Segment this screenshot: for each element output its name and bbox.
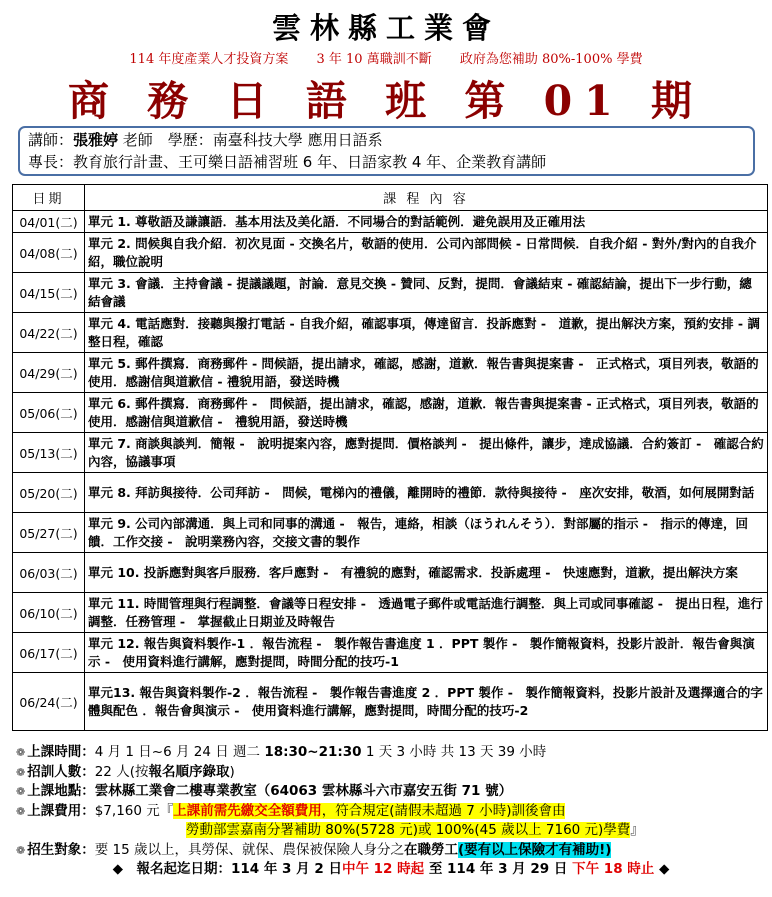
- subtitle-part-3: 政府為您補助 80%-100% 學費: [459, 52, 643, 67]
- course-title: 商 務 日 語 班 第 01 期: [68, 77, 704, 125]
- table-row: [13, 233, 768, 273]
- session-date: 05/13(二): [13, 433, 85, 473]
- org-title: 雲林縣工業會: [271, 11, 500, 45]
- table-row: [13, 433, 768, 473]
- table-row: [13, 393, 768, 433]
- teacher-name: 張雅婷: [73, 131, 119, 149]
- teacher-education: 老師 學歷：南臺科技大學 應用日語系: [118, 131, 383, 149]
- flower-bullet-icon: ❁: [16, 746, 26, 759]
- teacher-line-1: [28, 129, 745, 151]
- subtitle-part-2: 3 年 10 萬職訓不斷: [316, 52, 432, 67]
- program-subtitle: [0, 48, 772, 67]
- session-date: 06/10(二): [13, 593, 85, 633]
- session-date: 05/27(二): [13, 513, 85, 553]
- session-content: 單元 8. 拜訪與接待．公司拜訪 - 問候，電梯內的禮儀，離開時的禮節．款待與接待 - 座次安排，敬酒，如何展開對話: [85, 473, 768, 513]
- time-total: 1 天 3 小時 共 13 天 39 小時: [361, 744, 547, 760]
- session-content: 單元 3. 會議．主持會議 - 提議議題，討論．意見交換 - 贊同、反對，提問．會議結束 - 確認結論，提出下一步行動，總結會議: [85, 273, 768, 313]
- info-place: [16, 782, 766, 802]
- table-row: [13, 673, 768, 731]
- session-date: 04/22(二): [13, 313, 85, 353]
- session-date: 04/15(二): [13, 273, 85, 313]
- target-value: 要 15 歲以上，具勞保、就保、農保被保險人身分之: [94, 841, 404, 858]
- table-row: [13, 273, 768, 313]
- deadline-start: 中午 12 時起: [341, 861, 425, 877]
- session-content: 單元 1. 尊敬語及謙讓語．基本用法及美化語．不同場合的對話範例．避免誤用及正確用法: [85, 211, 768, 233]
- deadline-mid: 至 114 年 3 月 29 日: [424, 861, 573, 877]
- deadline-prefix: ◆ 報名起迄日期：114 年 3 月 2 日: [112, 861, 342, 877]
- subtitle-part-1: 114 年度產業人才投資方案: [129, 52, 289, 67]
- people-order: 報名順序錄取: [148, 763, 230, 780]
- schedule-table: [12, 184, 768, 731]
- session-date: 04/08(二): [13, 233, 85, 273]
- fee-label: 上課費用：: [27, 802, 95, 819]
- info-people: [16, 763, 766, 783]
- table-row: [13, 211, 768, 233]
- flower-bullet-icon: ❁: [16, 785, 26, 798]
- session-date: 04/01(二): [13, 211, 85, 233]
- table-row: [13, 473, 768, 513]
- session-date: 06/24(二): [13, 673, 85, 731]
- fee-rule: ，符合規定(請假未超過 7 小時)訓後會由: [321, 802, 566, 819]
- date-column-header: 日期: [13, 185, 85, 211]
- session-content: 單元 9. 公司內部溝通．與上司和同事的溝通 - 報告，連絡，相談（ほうれんそう）．對部屬的指示 - 指示的傳達，回饋．工作交接 - 說明業務內容，交接文書的製作: [85, 513, 768, 553]
- table-row: [13, 553, 768, 593]
- table-row: [13, 353, 768, 393]
- info-target: [16, 841, 766, 861]
- session-content: 單元 12. 報告與資料製作-1 ．報告流程 - 製作報告書進度 1 ．PPT 製作 - 製作簡報資料，投影片設計．報告會與演示 - 使用資料進行講解，應對提問，時間分配的技巧-1: [85, 633, 768, 673]
- table-row: [13, 313, 768, 353]
- session-date: 05/20(二): [13, 473, 85, 513]
- teacher-expertise: 專長：教育旅行計畫、王可樂日語補習班 6 年、日語家教 4 年、企業教育講師: [28, 153, 547, 171]
- course-info: [16, 743, 766, 880]
- fee-highlight: 上課前需先繳交全額費用: [173, 802, 322, 819]
- info-time: [16, 743, 766, 763]
- flower-bullet-icon: ❁: [16, 804, 26, 818]
- time-hours: 18:30~21:30: [264, 744, 362, 760]
- target-label: 招生對象：: [27, 841, 95, 858]
- session-content: 單元 2. 問候與自我介紹．初次見面 - 交換名片，敬語的使用．公司內部問候 - 日常問候．自我介紹 - 對外/對內的自我介紹，職位說明: [85, 233, 768, 273]
- fee-end: 』: [630, 822, 644, 838]
- flower-bullet-icon: ❁: [16, 765, 26, 779]
- deadline-end: 下午 18 時止: [572, 861, 655, 877]
- session-content: 單元 4. 電話應對．接聽與撥打電話 - 自我介紹，確認事項，傳達留言．投訴應對 - 道歉，提出解決方案，預約安排 - 調整日程，確認: [85, 313, 768, 353]
- info-deadline: [16, 860, 766, 880]
- table-row: [13, 633, 768, 673]
- session-date: 04/29(二): [13, 353, 85, 393]
- flower-bullet-icon: ❁: [16, 843, 26, 857]
- people-end: ): [229, 763, 235, 780]
- session-content: 單元13. 報告與資料製作-2 ．報告流程 - 製作報告書進度 2 ．PPT 製作 - 製作簡報資料，投影片設計及選擇適合的字體與配色 ．報告會與演示 - 使用資料進行講解，應對提問，時間分配的技巧-2: [85, 673, 768, 731]
- target-note: (要有以上保險才有補助!): [457, 841, 612, 858]
- teacher-box: [18, 126, 755, 176]
- table-row: [13, 593, 768, 633]
- session-content: 單元 11. 時間管理與行程調整．會議等日程安排 - 透過電子郵件或電話進行調整．與上司或同事確認 - 提出日程，進行調整．任務管理 - 掌握截止日期並及時報告: [85, 593, 768, 633]
- fee-subsidy: 勞動部雲嘉南分署補助 80%(5728 元)或 100%(45 歲以上 7160 元)學費: [186, 822, 631, 838]
- session-date: 05/06(二): [13, 393, 85, 433]
- session-content: 單元 5. 郵件撰寫．商務郵件 - 問候語，提出請求，確認，感謝，道歉．報告書與提案書 - 正式格式，項目列表，敬語的使用．感謝信與道歉信 - 禮貌用語，發送時機: [85, 353, 768, 393]
- place-value: 雲林縣工業會二樓專業教室（64063 雲林縣斗六市嘉安五街 71 號）: [94, 783, 513, 799]
- session-date: 06/17(二): [13, 633, 85, 673]
- schedule-header-row: [13, 185, 768, 211]
- session-content: 單元 7. 商談與談判．簡報 - 說明提案內容，應對提問．價格談判 - 提出條件，讓步，達成協議．合約簽訂 - 確認合約內容，協議事項: [85, 433, 768, 473]
- session-content: 單元 10. 投訴應對與客戶服務．客戶應對 - 有禮貌的應對，確認需求．投訴處理 - 快速應對，道歉，提出解決方案: [85, 553, 768, 593]
- content-column-header: 課 程 內 容: [85, 185, 768, 211]
- place-label: 上課地點：: [27, 783, 95, 799]
- info-fee-line2: [16, 821, 766, 841]
- session-content: 單元 6. 郵件撰寫．商務郵件 - 問候語，提出請求，確認，感謝，道歉．報告書與提案書 - 正式格式，項目列表，敬語的使用．感謝信與道歉信 - 禮貌用語，發送時機: [85, 393, 768, 433]
- fee-value: $7,160 元『: [94, 802, 174, 819]
- teacher-label: 講師：: [28, 131, 74, 149]
- deadline-suffix: ◆: [654, 861, 670, 877]
- target-workers: 在職勞工: [403, 841, 458, 858]
- time-label: 上課時間：: [27, 744, 95, 760]
- info-fee: [16, 802, 766, 822]
- time-value: 4 月 1 日~6 月 24 日 週二: [94, 744, 265, 760]
- people-label: 招訓人數：: [27, 763, 95, 780]
- people-value: 22 人(按: [94, 763, 149, 780]
- session-date: 06/03(二): [13, 553, 85, 593]
- table-row: [13, 513, 768, 553]
